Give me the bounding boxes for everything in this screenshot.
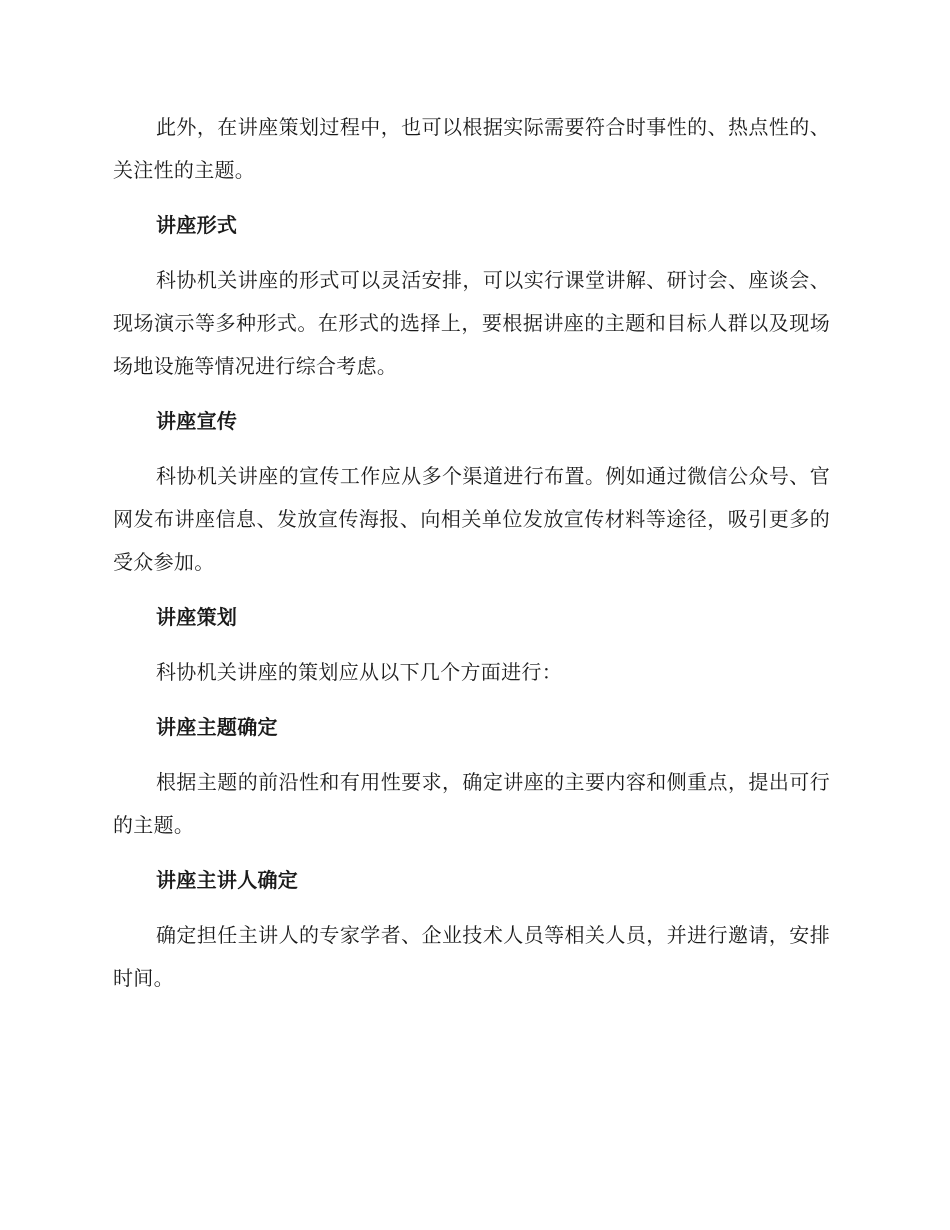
heading-speaker-determination: 讲座主讲人确定 (156, 868, 299, 892)
paragraph-topic-note: 此外，在讲座策划过程中，也可以根据实际需要符合时事性的、热点性的、关注性的主题。 (113, 115, 830, 182)
heading-lecture-promotion: 讲座宣传 (156, 409, 238, 433)
paragraph-speaker-determination: 确定担任主讲人的专家学者、企业技术人员等相关人员，并进行邀请，安排时间。 (113, 923, 830, 990)
heading-topic-determination: 讲座主题确定 (156, 715, 278, 739)
heading-lecture-planning: 讲座策划 (156, 605, 238, 629)
document-body (113, 106, 830, 1012)
paragraph-lecture-planning: 科协机关讲座的策划应从以下几个方面进行： (156, 660, 562, 684)
heading-lecture-format: 讲座形式 (156, 213, 238, 237)
paragraph-lecture-promotion: 科协机关讲座的宣传工作应从多个渠道进行布置。例如通过微信公众号、官网发布讲座信息、发放宣传海报、向相关单位发放宣传材料等途径，吸引更多的受众参加。 (113, 464, 830, 574)
paragraph-lecture-format: 科协机关讲座的形式可以灵活安排，可以实行课堂讲解、研讨会、座谈会、现场演示等多种形式。在形式的选择上，要根据讲座的主题和目标人群以及现场场地设施等情况进行综合考虑。 (113, 268, 830, 378)
paragraph-topic-determination: 根据主题的前沿性和有用性要求，确定讲座的主要内容和侧重点，提出可行的主题。 (113, 770, 830, 837)
